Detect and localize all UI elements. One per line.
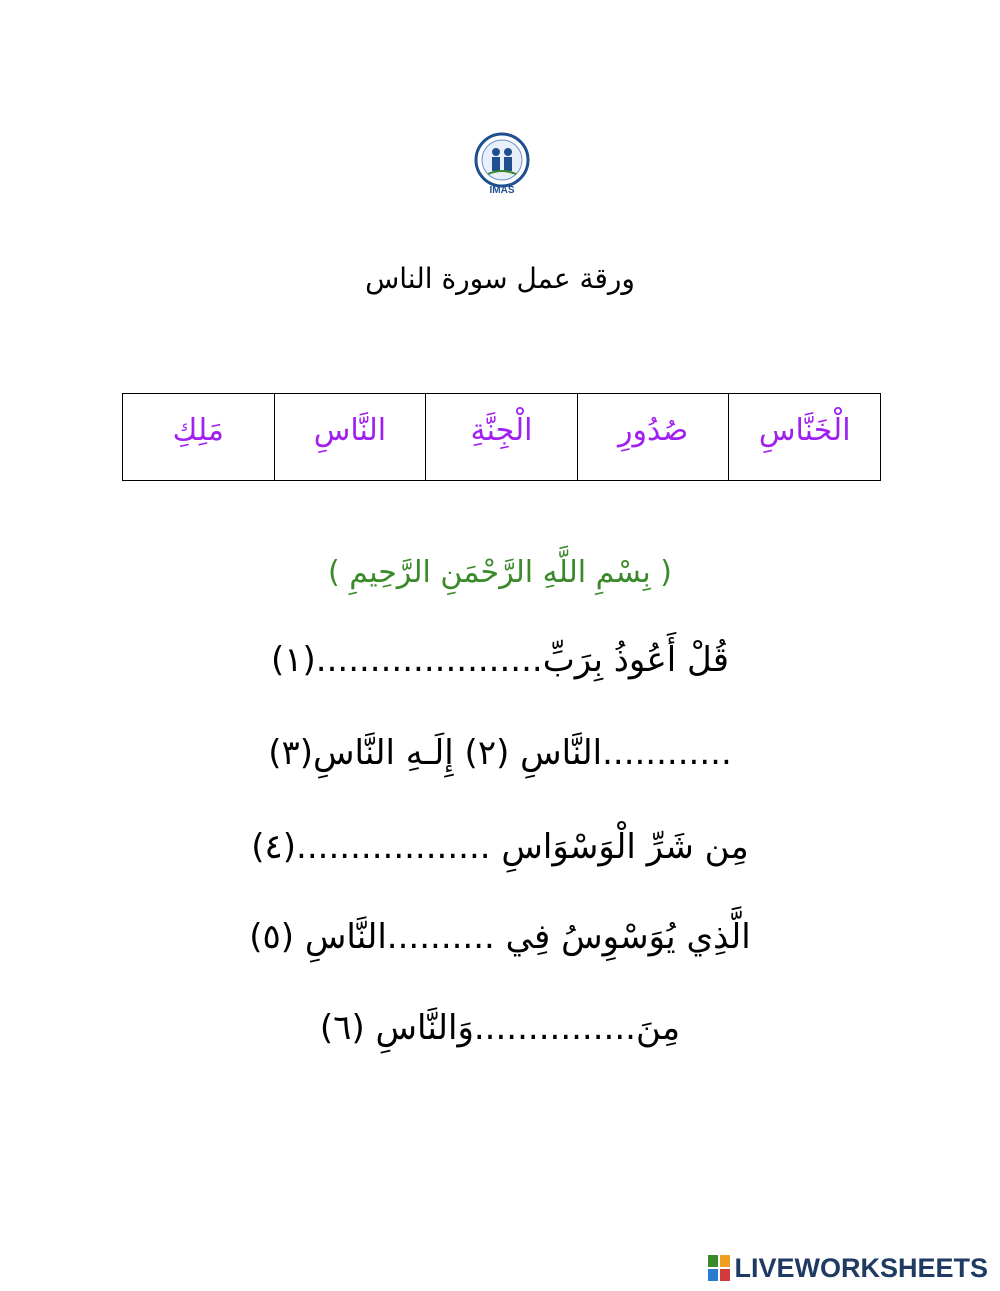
verse-line[interactable]: الَّذِي يُوَسْوِسُ فِي ..........النَّاسِ (٥) [249, 917, 751, 957]
verse-line[interactable]: مِن شَرِّ الْوَسْوَاسِ ..................(٤) [251, 827, 749, 867]
verse-line[interactable]: ............النَّاسِ (٢) إِلَـهِ النَّاسِ(٣) [268, 733, 732, 773]
liveworksheets-brand [708, 1251, 988, 1285]
worksheet-title: ورقة عمل سورة الناس [365, 262, 635, 295]
word-bank-item[interactable]: الْخَنَّاسِ [729, 394, 881, 481]
word-bank-item[interactable]: الْجِنَّةِ [426, 394, 578, 481]
word-bank-item[interactable]: النَّاسِ [274, 394, 426, 481]
brand-name: LIVEWORKSHEETS [734, 1252, 988, 1283]
word-bank-item[interactable]: صُدُورِ [577, 394, 729, 481]
word-bank-item[interactable]: مَلِكِ [123, 394, 275, 481]
word-bank-table [122, 393, 881, 481]
basmala: ( بِسْمِ اللَّهِ الرَّحْمَنِ الرَّحِيمِ ) [327, 555, 672, 590]
logo-text: IMAS [489, 185, 515, 196]
verse-line[interactable]: قُلْ أَعُوذُ بِرَبِّ.....................(١) [270, 640, 730, 680]
verse-line[interactable]: مِنَ...............وَالنَّاسِ (٦) [319, 1008, 681, 1048]
word-bank-row [123, 394, 881, 481]
imas-logo [470, 132, 534, 196]
liveworksheets-logo-icon [708, 1255, 730, 1281]
